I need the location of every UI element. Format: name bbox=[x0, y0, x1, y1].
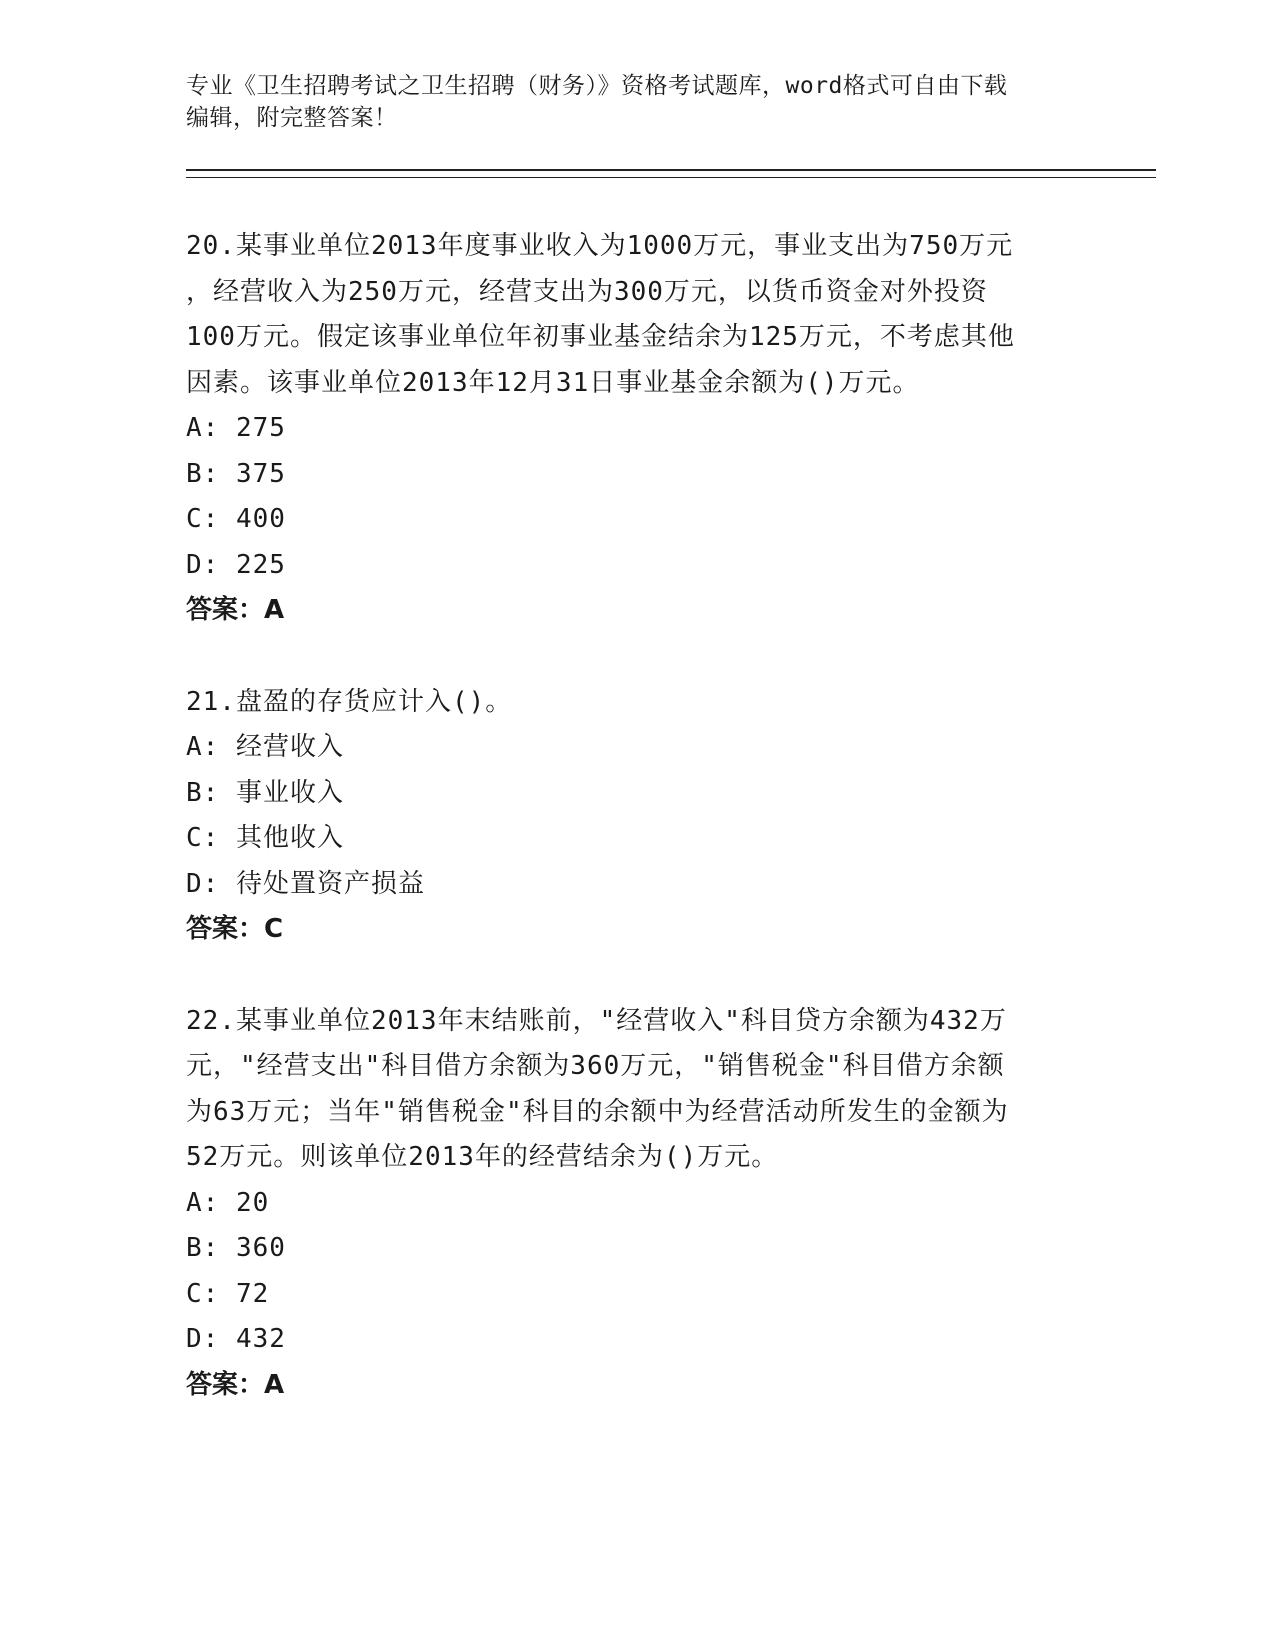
option-c: C: 400 bbox=[186, 504, 286, 534]
stem-line: 20.某事业单位2013年度事业收入为1000万元，事业支出为750万元 bbox=[186, 231, 1014, 261]
stem-line: 为63万元；当年"销售税金"科目的余额中为经营活动所发生的金额为 bbox=[186, 1096, 1009, 1127]
option-c: C: 72 bbox=[186, 1278, 270, 1309]
question-22 bbox=[186, 999, 1146, 1409]
answer-line: 答案：C bbox=[186, 914, 284, 944]
document-page bbox=[186, 70, 1146, 1408]
stem-line: 元，"经营支出"科目借方余额为360万元，"销售税金"科目借方余额 bbox=[186, 1051, 1005, 1081]
option-a: A: 20 bbox=[186, 1187, 270, 1218]
question-21 bbox=[186, 680, 1146, 953]
stem-line: ，经营收入为250万元，经营支出为300万元，以货币资金对外投资 bbox=[186, 276, 988, 307]
header-divider bbox=[186, 169, 1156, 178]
question-20 bbox=[186, 224, 1146, 634]
stem-line: 21.盘盈的存货应计入()。 bbox=[186, 686, 513, 717]
option-b: B: 375 bbox=[186, 458, 286, 489]
header-line-1: 专业《卫生招聘考试之卫生招聘（财务）》资格考试题库，word格式可自由下载 bbox=[186, 73, 1008, 99]
document-header bbox=[186, 70, 1066, 134]
answer-line: 答案：A bbox=[186, 595, 285, 625]
stem-line: 52万元。则该单位2013年的经营结余为()万元。 bbox=[186, 1142, 779, 1172]
option-d: D: 225 bbox=[186, 549, 286, 580]
option-d: D: 432 bbox=[186, 1324, 286, 1354]
answer-line: 答案：A bbox=[186, 1369, 285, 1400]
option-d: D: 待处置资产损益 bbox=[186, 868, 425, 899]
option-a: A: 275 bbox=[186, 413, 286, 443]
stem-line: 因素。该事业单位2013年12月31日事业基金余额为()万元。 bbox=[186, 367, 920, 398]
option-c: C: 其他收入 bbox=[186, 823, 344, 853]
option-b: B: 事业收入 bbox=[186, 777, 344, 808]
stem-line: 100万元。假定该事业单位年初事业基金结余为125万元，不考虑其他 bbox=[186, 322, 1015, 352]
stem-line: 22.某事业单位2013年末结账前，"经营收入"科目贷方余额为432万 bbox=[186, 1005, 1007, 1036]
option-b: B: 360 bbox=[186, 1233, 286, 1263]
header-line-2: 编辑，附完整答案！ bbox=[186, 105, 398, 131]
option-a: A: 经营收入 bbox=[186, 732, 344, 762]
question-stem bbox=[186, 224, 1086, 406]
question-stem bbox=[186, 999, 1086, 1181]
question-stem bbox=[186, 680, 1086, 726]
